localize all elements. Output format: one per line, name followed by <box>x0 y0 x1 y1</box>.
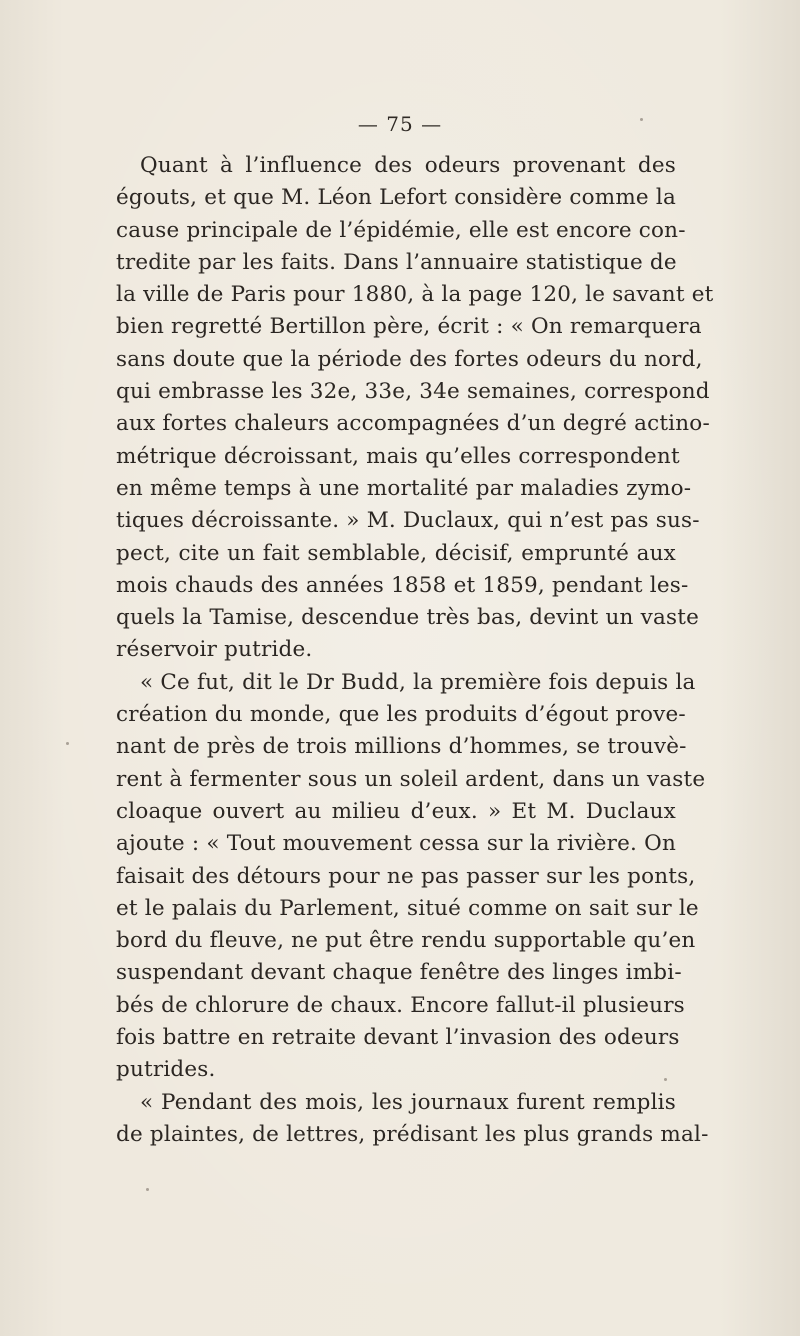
text-line: nant de près de trois millions d’hommes, se trouvè- <box>116 734 687 760</box>
text-line: fois battre en retraite devant l’invasion des odeurs <box>116 1025 680 1051</box>
text-line: Quant à l’influence des odeurs provenant des <box>140 153 676 178</box>
text-line: cause principale de l’épidémie, elle est encore con- <box>116 217 686 243</box>
body-text <box>116 150 714 1151</box>
text-line: égouts, et que M. Léon Lefort considère comme la <box>116 185 676 211</box>
text-line: bord du fleuve, ne put être rendu supportable qu’en <box>116 928 696 954</box>
text-line: création du monde, que les produits d’égout prove- <box>116 702 686 728</box>
text-line: suspendant devant chaque fenêtre des linges imbi- <box>116 960 682 986</box>
text-line: « Ce fut, dit le Dr Budd, la première fois depuis la <box>140 669 696 695</box>
paper-speck <box>66 742 69 745</box>
text-line: bés de chlorure de chaux. Encore fallut-il plusieurs <box>116 992 685 1018</box>
text-line: tredite par les faits. Dans l’annuaire statistique de <box>116 249 677 275</box>
paper-speck <box>640 118 643 121</box>
text-line: de plaintes, de lettres, prédisant les plus grands mal- <box>116 1121 709 1147</box>
text-line: pect, cite un fait semblable, décisif, emprunté aux <box>116 540 676 566</box>
text-line: en même temps à une mortalité par maladies zymo- <box>116 475 692 501</box>
text-line: bien regretté Bertillon père, écrit : « On remarquera <box>116 314 702 340</box>
text-line: métrique décroissant, mais qu’elles correspondent <box>116 443 680 469</box>
text-line: mois chauds des années 1858 et 1859, pendant les- <box>116 572 689 598</box>
paper-speck <box>146 1188 149 1191</box>
text-line: quels la Tamise, descendue très bas, devint un vaste <box>116 605 699 631</box>
text-line: rent à fermenter sous un soleil ardent, dans un vaste <box>116 766 706 792</box>
text-line: sans doute que la période des fortes odeurs du nord, <box>116 346 703 372</box>
text-line: tiques décroissante. » M. Duclaux, qui n’est pas sus- <box>116 508 700 534</box>
text-line: la ville de Paris pour 1880, à la page 120, le savant et <box>116 282 714 308</box>
text-line: cloaque ouvert au milieu d’eux. » Et M. Duclaux <box>116 798 676 824</box>
text-line: et le palais du Parlement, situé comme on sait sur le <box>116 895 699 921</box>
paper-speck <box>664 1078 667 1081</box>
text-line: ajoute : « Tout mouvement cessa sur la rivière. On <box>116 831 677 857</box>
page-number: — 75 — <box>357 112 443 136</box>
text-line: faisait des détours pour ne pas passer sur les ponts, <box>116 863 696 889</box>
text-line: qui embrasse les 32e, 33e, 34e semaines, correspond <box>116 379 710 405</box>
text-line: réservoir putride. <box>116 637 313 663</box>
text-line: « Pendant des mois, les journaux furent remplis <box>140 1089 676 1115</box>
text-line: aux fortes chaleurs accompagnées d’un degré actino- <box>116 411 710 437</box>
text-line: putrides. <box>116 1057 216 1083</box>
